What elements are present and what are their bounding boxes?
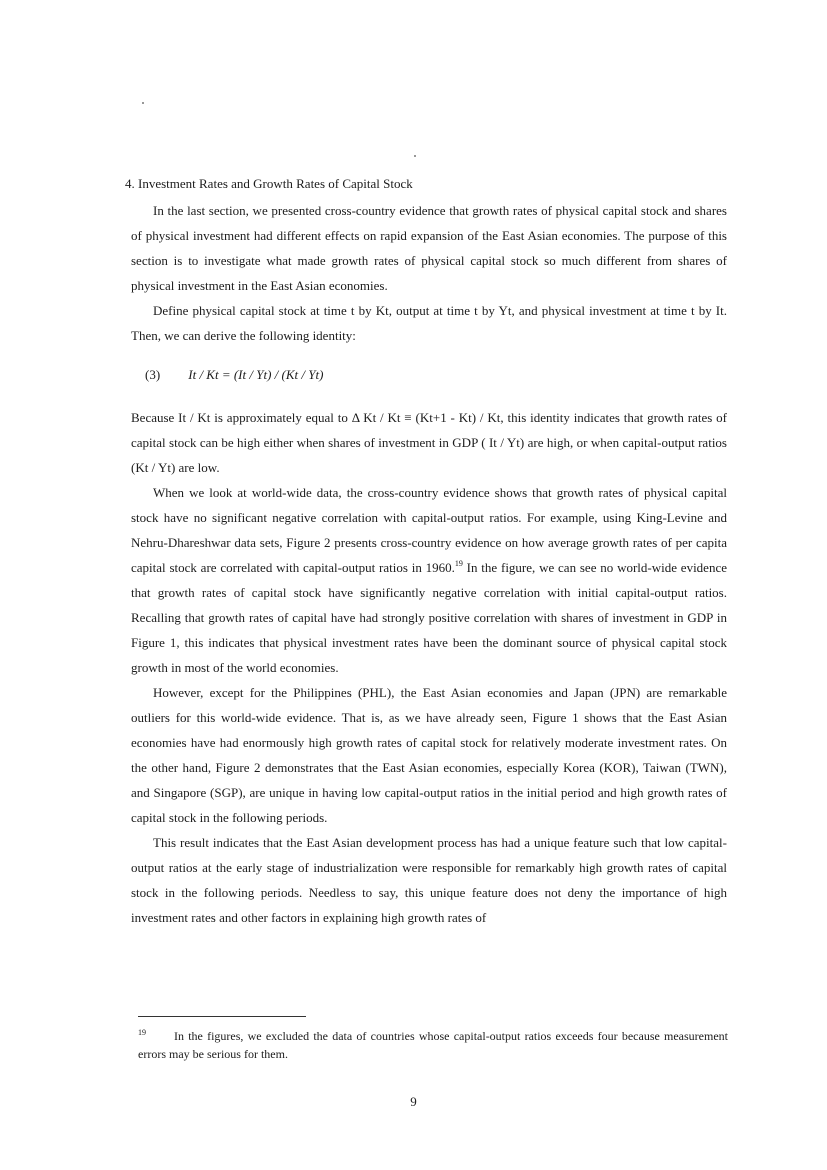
paragraph-intro: In the last section, we presented cross-country evidence that growth rates of physical capital stock and shares of physical investment had different effects on rapid expansion of the East Asian economies. The purpose of this section is to investigate what made growth rates of physical capital stock so much different from shares of physical investment in the East Asian economies.	[131, 203, 727, 293]
footnote-marker: 19	[138, 1028, 146, 1037]
paragraph-east-asia-outliers: However, except for the Philippines (PHL), the East Asian economies and Japan (JPN) are remarkable outliers for this world-wide evidence. That is, as we have already seen, Figure 1 shows that the East Asian economies have had enormously high growth rates of capital stock for relatively moderate investment rates. On the other hand, Figure 2 demonstrates that the East Asian economies, especially Korea (KOR), Taiwan (TWN), and Singapore (SGP), are unique in having low capital-output ratios in the initial period and high growth rates of capital stock in the following periods.	[131, 685, 727, 825]
section-title: 4. Investment Rates and Growth Rates of Capital Stock	[125, 176, 413, 191]
footnote-divider	[242, 1016, 306, 1017]
equation-expression: It / Kt = (It / Yt) / (Kt / Yt)	[188, 367, 324, 382]
footnote	[138, 1024, 728, 1063]
paragraph-conclusion: This result indicates that the East Asian development process has had a unique feature such that low capital-output ratios at the early stage of industrialization were responsible for remarkably high growth rates of capital stock in the following periods. Needless to say, this unique feature does not deny the importance of high investment rates and other factors in explaining high growth rates of	[131, 835, 727, 925]
scan-speck	[142, 102, 144, 104]
equation-number: (3)	[145, 367, 161, 382]
scan-speck	[414, 155, 416, 157]
page-body	[125, 174, 727, 930]
footnote-reference: 19	[454, 559, 463, 568]
paragraph-identity-explanation: Because It / Kt is approximately equal to Δ Kt / Kt ≡ (Kt+1 - Kt) / Kt, this identity indicates that growth rates of capital stock can be high either when shares of investment in GDP ( It / Yt) are high, or when capital-output ratios (Kt / Yt) are low.	[131, 410, 727, 475]
paragraph-world-evidence	[131, 480, 727, 680]
equation-3	[145, 365, 727, 385]
paragraph-world-evidence-part2: In the figure, we can see no world-wide evidence that growth rates of capital stock have significantly negative correlation with initial capital-output ratios. Recalling that growth rates of capital have had strongly positive correlation with shares of investment in GDP in Figure 1, this indicates that physical investment rates have been the dominant source of physical capital stock growth in most of the world economies.	[131, 560, 727, 675]
paragraph-world-evidence-part1: When we look at world-wide data, the cross-country evidence shows that growth rates of physical capital stock have no significant negative correlation with capital-output ratios. For example, using King-Levine and Nehru-Dhareshwar data sets, Figure 2 presents cross-country evidence on how average growth rates of per capita capital stock are correlated with capital-output ratios in 1960.	[131, 485, 727, 575]
footnote-text: In the figures, we excluded the data of countries whose capital-output ratios exceeds four because measurement errors may be serious for them.	[138, 1029, 728, 1061]
paragraph-definition: Define physical capital stock at time t by Kt, output at time t by Yt, and physical investment at time t by It. Then, we can derive the following identity:	[131, 303, 727, 343]
page-number: 9	[410, 1094, 417, 1109]
